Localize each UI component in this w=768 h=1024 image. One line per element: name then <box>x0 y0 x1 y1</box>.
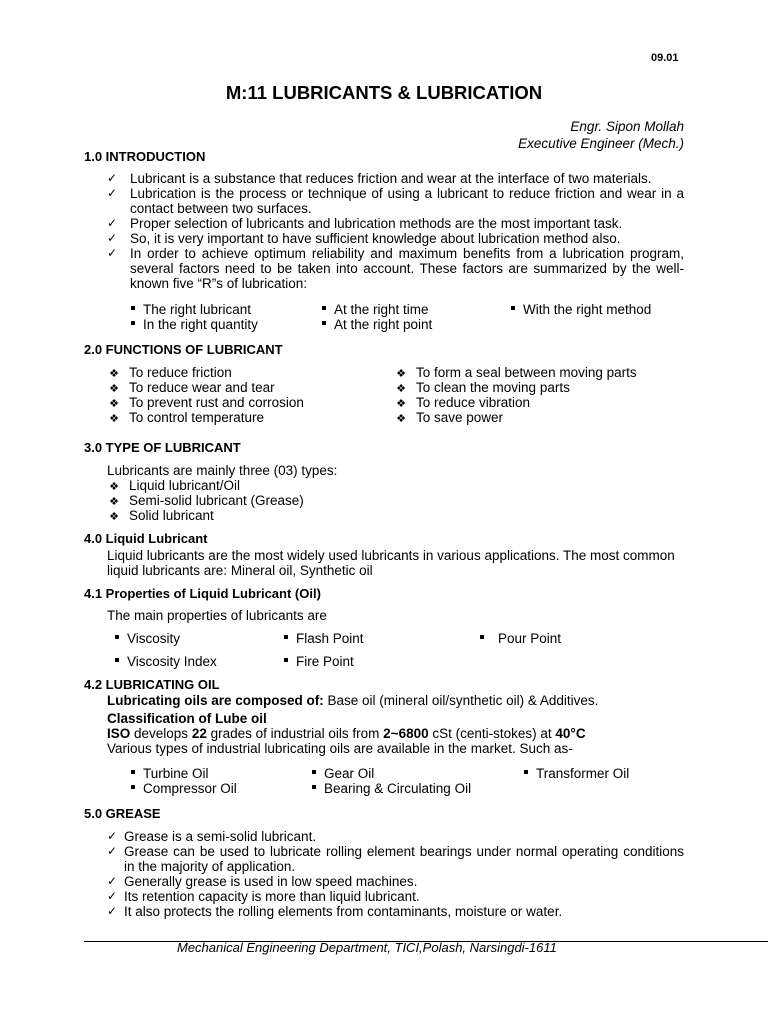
section-heading-grease: 5.0 GREASE <box>84 806 161 821</box>
property-item: Viscosity Index <box>115 654 217 669</box>
diamond-bullet-icon: ❖ <box>109 511 119 523</box>
list-item: ✓ Grease is a semi-solid lubricant. <box>107 829 317 844</box>
diamond-bullet-icon: ❖ <box>109 398 119 410</box>
oil-type-item: Transformer Oil <box>524 766 629 781</box>
section-heading-types: 3.0 TYPE OF LUBRICANT <box>84 440 241 455</box>
diamond-bullet-icon: ❖ <box>396 413 406 425</box>
square-bullet-icon <box>322 306 326 310</box>
square-bullet-icon <box>131 785 135 789</box>
type-item: ❖ Semi-solid lubricant (Grease) <box>107 493 304 510</box>
introduction-list <box>107 171 684 291</box>
square-bullet-icon <box>115 635 119 639</box>
author-block <box>518 118 684 152</box>
oil-type-item: Bearing & Circulating Oil <box>312 781 471 796</box>
section-heading-introduction: 1.0 INTRODUCTION <box>84 149 206 164</box>
square-bullet-icon <box>511 306 515 310</box>
property-item: Pour Point <box>480 631 561 646</box>
page-footer: Mechanical Engineering Department, TICI,Polash, Narsingdi-1611 <box>177 940 557 955</box>
five-rs-item: In the right quantity <box>131 317 258 332</box>
type-item: ❖ Liquid lubricant/Oil <box>107 478 240 495</box>
function-item: ❖ To save power <box>394 410 503 427</box>
diamond-bullet-icon: ❖ <box>109 383 119 395</box>
function-item: ❖ To prevent rust and corrosion <box>107 395 304 412</box>
function-item: ❖ To reduce vibration <box>394 395 530 412</box>
section-heading-liquid-lubricant: 4.0 Liquid Lubricant <box>84 531 208 546</box>
liquid-lubricant-text: Liquid lubricants are the most widely used lubricants in various applications. The most common liquid lubricants are: Mineral oil, Synthetic oil <box>107 548 675 578</box>
five-rs-item: At the right point <box>322 317 432 332</box>
property-item: Viscosity <box>115 631 180 646</box>
section-heading-functions: 2.0 FUNCTIONS OF LUBRICANT <box>84 342 283 357</box>
check-icon: ✓ <box>107 904 118 918</box>
diamond-bullet-icon: ❖ <box>109 413 119 425</box>
types-intro: Lubricants are mainly three (03) types: <box>107 463 338 478</box>
diamond-bullet-icon: ❖ <box>109 368 119 380</box>
square-bullet-icon <box>131 306 135 310</box>
diamond-bullet-icon: ❖ <box>109 481 119 493</box>
diamond-bullet-icon: ❖ <box>109 496 119 508</box>
type-item: ❖ Solid lubricant <box>107 508 214 525</box>
function-item: ❖ To reduce friction <box>107 365 232 382</box>
page-number: 09.01 <box>651 52 679 64</box>
check-icon: ✓ <box>107 231 118 245</box>
diamond-bullet-icon: ❖ <box>396 383 406 395</box>
diamond-bullet-icon: ❖ <box>396 368 406 380</box>
section-heading-lubricating-oil: 4.2 LUBRICATING OIL <box>84 677 220 692</box>
square-bullet-icon <box>284 635 288 639</box>
square-bullet-icon <box>131 321 135 325</box>
various-oils-text: Various types of industrial lubricating oils are available in the market. Such as- <box>107 741 573 756</box>
section-heading-properties: 4.1 Properties of Liquid Lubricant (Oil) <box>84 586 321 601</box>
square-bullet-icon <box>312 785 316 789</box>
diamond-bullet-icon: ❖ <box>396 398 406 410</box>
oil-type-item: Turbine Oil <box>131 766 209 781</box>
list-item: ✓ Lubrication is the process or technique of using a lubricant to reduce friction and wear in a contact between two surfaces. <box>107 186 684 216</box>
author-name: Engr. Sipon Mollah <box>570 119 684 134</box>
square-bullet-icon <box>115 658 119 662</box>
check-icon: ✓ <box>107 874 118 888</box>
check-icon: ✓ <box>107 889 118 903</box>
square-bullet-icon <box>480 635 484 639</box>
author-position: Executive Engineer (Mech.) <box>518 136 684 151</box>
square-bullet-icon <box>322 321 326 325</box>
check-icon: ✓ <box>107 171 118 185</box>
iso-line: ISO develops 22 grades of industrial oils from 2~6800 cSt (centi-stokes) at 40°C <box>107 726 586 741</box>
list-item: ✓ Generally grease is used in low speed machines. <box>107 874 418 889</box>
square-bullet-icon <box>131 770 135 774</box>
check-icon: ✓ <box>107 844 118 858</box>
check-icon: ✓ <box>107 246 118 260</box>
five-rs-item: At the right time <box>322 302 429 317</box>
check-icon: ✓ <box>107 186 118 200</box>
function-item: ❖ To reduce wear and tear <box>107 380 275 397</box>
page-title: M:11 LUBRICANTS & LUBRICATION <box>225 82 543 103</box>
grease-list <box>107 829 684 919</box>
list-item: ✓ It also protects the rolling elements from contaminants, moisture or water. <box>107 904 563 919</box>
property-item: Fire Point <box>284 654 354 669</box>
list-item: ✓ Grease can be used to lubricate rolling element bearings under normal operating conditions in the majority of application. <box>107 844 684 874</box>
square-bullet-icon <box>312 770 316 774</box>
composition-line: Lubricating oils are composed of: Base oil (mineral oil/synthetic oil) & Additives. <box>107 693 599 708</box>
square-bullet-icon <box>284 658 288 662</box>
five-rs-item: With the right method <box>511 302 651 317</box>
classification-heading: Classification of Lube oil <box>107 711 267 726</box>
list-item: ✓ So, it is very important to have sufficient knowledge about lubrication method also. <box>107 231 621 246</box>
oil-type-item: Compressor Oil <box>131 781 237 796</box>
function-item: ❖ To form a seal between moving parts <box>394 365 637 382</box>
list-item: ✓ In order to achieve optimum reliability and maximum benefits from a lubrication program, several factors need to be taken into account. These factors are summarized by the well-known five “R”s of lubrication: <box>107 246 684 291</box>
function-item: ❖ To control temperature <box>107 410 264 427</box>
check-icon: ✓ <box>107 216 118 230</box>
function-item: ❖ To clean the moving parts <box>394 380 570 397</box>
list-item: ✓ Its retention capacity is more than liquid lubricant. <box>107 889 420 904</box>
property-item: Flash Point <box>284 631 364 646</box>
square-bullet-icon <box>524 770 528 774</box>
list-item: ✓ Lubricant is a substance that reduces friction and wear at the interface of two materials. <box>107 171 652 186</box>
check-icon: ✓ <box>107 829 118 843</box>
oil-type-item: Gear Oil <box>312 766 374 781</box>
list-item: ✓ Proper selection of lubricants and lubrication methods are the most important task. <box>107 216 623 231</box>
five-rs-item: The right lubricant <box>131 302 251 317</box>
properties-intro: The main properties of lubricants are <box>107 608 327 623</box>
